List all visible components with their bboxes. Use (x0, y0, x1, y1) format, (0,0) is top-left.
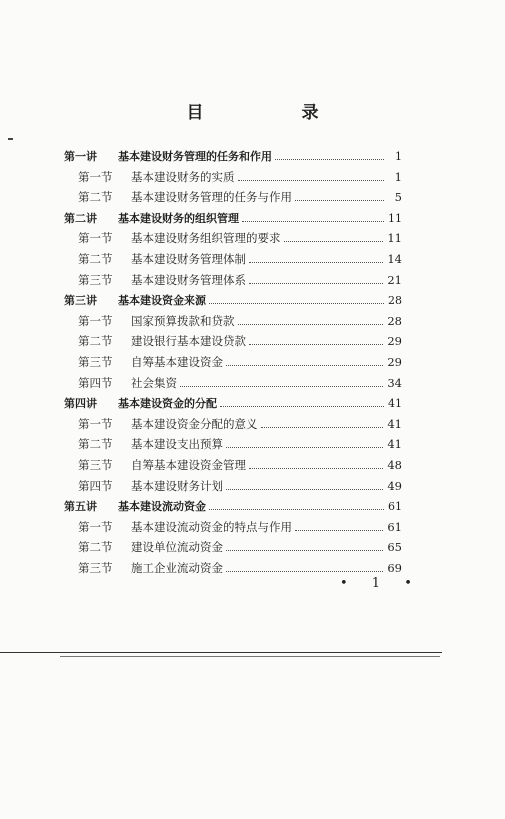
toc-entry-number: 第三节 (78, 354, 113, 369)
toc-section-entry[interactable] (64, 375, 402, 396)
toc-chapter-entry[interactable] (64, 210, 402, 231)
toc-entry-title: 基本建设财务管理体系 (131, 272, 246, 287)
toc-dot-leader (238, 324, 384, 325)
toc-entry-page: 11 (388, 211, 402, 225)
bottom-rule (0, 652, 442, 653)
toc-entry-title: 基本建设财务管理的任务和作用 (118, 150, 272, 163)
toc-entry-number: 第三节 (78, 560, 113, 575)
toc-dot-leader (249, 344, 383, 345)
toc-dot-leader (226, 489, 383, 490)
toc-entry-number: 第二节 (78, 540, 113, 555)
toc-dot-leader (209, 303, 384, 304)
toc-entry-title: 基本建设资金来源 (118, 294, 206, 308)
toc-entry-page: 61 (388, 500, 402, 514)
toc-entry-number: 第三讲 (64, 294, 97, 308)
toc-section-entry[interactable] (64, 416, 402, 437)
toc-entry-title: 基本建设支出预算 (131, 437, 223, 452)
toc-dot-leader (226, 571, 383, 572)
toc-entry-number: 第二节 (78, 251, 113, 266)
toc-entry-page: 21 (387, 272, 402, 287)
toc-entry-page: 41 (387, 416, 402, 431)
toc-entry-page: 34 (387, 375, 402, 390)
toc-entry-title: 基本建设财务管理体制 (131, 251, 246, 266)
toc-dot-leader (180, 386, 383, 387)
toc-entry-title: 建设单位流动资金 (131, 540, 223, 555)
toc-entry-number: 第二讲 (64, 211, 97, 225)
toc-chapter-entry[interactable] (64, 148, 402, 169)
toc-section-entry[interactable] (64, 272, 402, 293)
toc-entry-number: 第五讲 (64, 500, 97, 514)
toc-section-entry[interactable] (64, 230, 402, 251)
toc-entry-number: 第一节 (78, 519, 113, 534)
toc-entry-title: 建设银行基本建设贷款 (131, 334, 246, 349)
scan-speck (8, 138, 13, 140)
toc-dot-leader (284, 241, 384, 242)
toc-entry-page: 11 (387, 231, 402, 246)
toc-chapter-entry[interactable] (64, 498, 402, 519)
toc-entry-page: 1 (394, 169, 402, 184)
toc-entry-page: 5 (394, 190, 402, 205)
toc-section-entry[interactable] (64, 169, 402, 190)
table-of-contents (64, 148, 402, 580)
toc-section-entry[interactable] (64, 354, 402, 375)
toc-entry-title: 基本建设财务的组织管理 (118, 211, 239, 225)
toc-dot-leader (226, 365, 383, 366)
toc-chapter-entry[interactable] (64, 292, 402, 313)
bottom-rule-secondary (60, 656, 440, 657)
toc-entry-page: 1 (395, 150, 402, 163)
toc-entry-page: 41 (388, 397, 402, 411)
toc-entry-page: 65 (387, 540, 402, 555)
page-number: • 1 • (340, 576, 422, 591)
toc-dot-leader (249, 468, 383, 469)
toc-dot-leader (275, 159, 384, 160)
toc-entry-number: 第四节 (78, 478, 113, 493)
toc-section-entry[interactable] (64, 436, 402, 457)
toc-entry-number: 第二节 (78, 334, 113, 349)
toc-entry-title: 基本建设财务组织管理的要求 (131, 231, 281, 246)
toc-entry-title: 国家预算拨款和贷款 (131, 313, 235, 328)
toc-section-entry[interactable] (64, 539, 402, 560)
toc-dot-leader (242, 221, 384, 222)
toc-entry-page: 61 (387, 519, 402, 534)
toc-entry-title: 自筹基本建设资金 (131, 354, 223, 369)
toc-entry-number: 第三节 (78, 457, 113, 472)
toc-dot-leader (261, 427, 384, 428)
toc-entry-page: 29 (387, 334, 402, 349)
toc-section-entry[interactable] (64, 313, 402, 334)
toc-entry-number: 第四讲 (64, 397, 97, 411)
toc-entry-title: 基本建设流动资金的特点与作用 (131, 519, 292, 534)
toc-entry-page: 28 (388, 294, 402, 308)
toc-entry-number: 第三节 (78, 272, 113, 287)
toc-entry-page: 29 (387, 354, 402, 369)
toc-entry-title: 基本建设财务管理的任务与作用 (131, 190, 292, 205)
toc-section-entry[interactable] (64, 478, 402, 499)
toc-entry-number: 第一讲 (64, 150, 97, 163)
toc-entry-title: 自筹基本建设资金管理 (131, 457, 246, 472)
toc-entry-page: 41 (387, 437, 402, 452)
toc-entry-number: 第一节 (78, 169, 113, 184)
toc-entry-title: 施工企业流动资金 (131, 560, 223, 575)
toc-entry-page: 48 (387, 457, 402, 472)
toc-entry-title: 基本建设资金的分配 (118, 397, 217, 411)
toc-dot-leader (249, 283, 383, 284)
toc-dot-leader (238, 180, 385, 181)
toc-dot-leader (226, 550, 383, 551)
toc-entry-number: 第一节 (78, 313, 113, 328)
toc-chapter-entry[interactable] (64, 395, 402, 416)
toc-dot-leader (220, 406, 384, 407)
toc-dot-leader (295, 200, 384, 201)
toc-dot-leader (209, 509, 384, 510)
toc-section-entry[interactable] (64, 457, 402, 478)
toc-entry-number: 第二节 (78, 190, 113, 205)
toc-dot-leader (249, 262, 383, 263)
toc-entry-number: 第四节 (78, 375, 113, 390)
toc-section-entry[interactable] (64, 251, 402, 272)
toc-section-entry[interactable] (64, 519, 402, 540)
toc-entry-page: 28 (387, 313, 402, 328)
toc-entry-title: 基本建设财务计划 (131, 478, 223, 493)
toc-entry-page: 49 (387, 478, 402, 493)
toc-entry-page: 14 (387, 251, 402, 266)
page-title: 目 录 (186, 103, 365, 123)
toc-entry-page: 69 (387, 560, 402, 575)
toc-entry-title: 基本建设资金分配的意义 (131, 416, 258, 431)
toc-dot-leader (295, 530, 383, 531)
toc-entry-number: 第一节 (78, 416, 113, 431)
toc-section-entry[interactable] (64, 189, 402, 210)
toc-entry-number: 第二节 (78, 437, 113, 452)
toc-section-entry[interactable] (64, 333, 402, 354)
toc-dot-leader (226, 447, 383, 448)
toc-entry-title: 基本建设流动资金 (118, 500, 206, 514)
toc-entry-number: 第一节 (78, 231, 113, 246)
toc-entry-title: 基本建设财务的实质 (131, 169, 235, 184)
toc-entry-title: 社会集资 (131, 375, 177, 390)
